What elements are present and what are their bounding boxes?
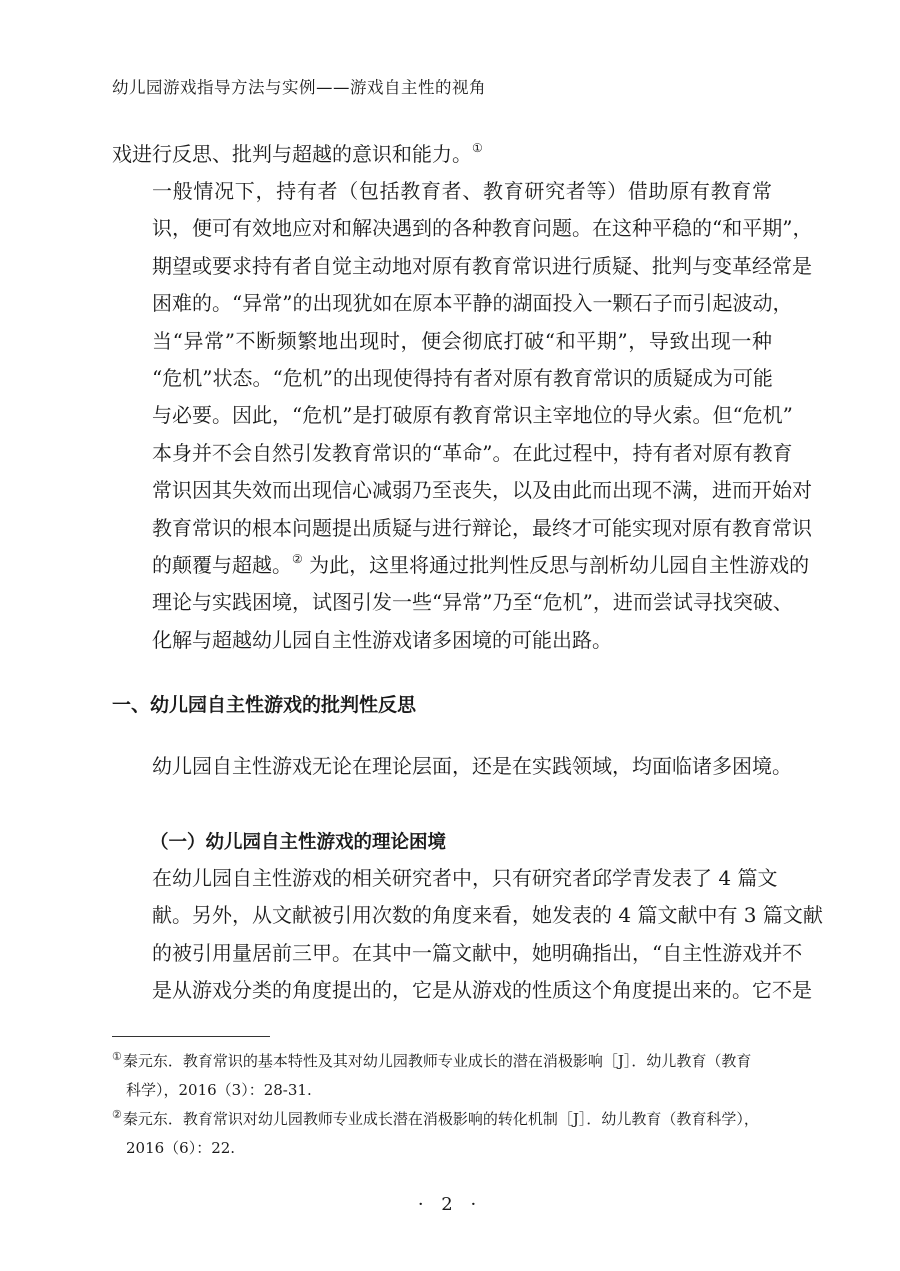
text-line: 理论与实践困境，试图引发一些“异常”乃至“危机”，进而尝试寻找突破、 [152,590,793,615]
text-line: 献。另外，从文献被引用次数的角度来看，她发表的 4 篇文献中有 3 篇文献 [152,903,823,928]
text-line: 与必要。因此，“危机”是打破原有教育常识主宰地位的导火索。但“危机” [152,403,793,428]
subsection-heading: （一）幼儿园自主性游戏的理论困境 [150,832,447,853]
text-line: 困难的。“异常”的出现犹如在原本平静的湖面投入一颗石子而引起波动， [152,291,793,316]
text-line: 期望或要求持有者自觉主动地对原有教育常识进行质疑、批判与变革经常是 [152,253,812,278]
footnote-mark: ① [112,1050,122,1063]
text-line: 常识因其失效而出现信心减弱乃至丧失，以及由此而出现不满，进而开始对 [152,478,812,503]
text-line: 幼儿园自主性游戏无论在理论层面，还是在实践领域，均面临诸多困境。 [152,754,792,778]
footnote-mark: ② [112,1108,122,1121]
text-line: 戏进行反思、批判与超越的意识和能力。① [112,141,483,166]
text-line: 本身并不会自然引发教育常识的“革命”。在此过程中，持有者对原有教育 [152,440,793,465]
footnote-1: ①秦元东．教育常识的基本特性及其对幼儿园教师专业成长的潜在消极影响［J］．幼儿教育（教育 科学），2016（3）：28-31. [112,1050,752,1099]
footnote-divider [112,1036,270,1037]
text-line: 是从游戏分类的角度提出的，它是从游戏的性质这个角度提出来的。它不是 [152,978,812,1003]
paragraph-common-sense [112,173,813,659]
footnote-ref[interactable]: ② [292,552,303,567]
paragraph-intro [112,748,792,785]
page-number: · 2 · [417,1194,483,1215]
text-line: 的颠覆与超越。② 为此，这里将通过批判性反思与剖析幼儿园自主性游戏的 [152,552,810,578]
text-line: 教育常识的根本问题提出质疑与进行辩论，最终才可能实现对原有教育常识 [152,515,812,540]
text-line: 化解与超越幼儿园自主性游戏诸多困境的可能出路。 [152,627,612,652]
text-line: 的被引用量居前三甲。在其中一篇文献中，她明确指出，“自主性游戏并不 [152,940,803,965]
section-heading: 一、幼儿园自主性游戏的批判性反思 [112,694,417,716]
footnote-2: ②秦元东．教育常识对幼儿园教师专业成长潜在消极影响的转化机制［J］．幼儿教育（教育科学）， 2016（6）：22. [112,1108,759,1157]
paragraph-continuation [112,136,772,173]
text-line: 在幼儿园自主性游戏的相关研究者中，只有研究者邱学青发表了 4 篇文 [152,866,778,890]
footnote-ref[interactable]: ① [472,141,483,155]
text-line: 当“异常”不断频繁地出现时，便会彻底打破“和平期”，导致出现一种 [152,328,772,353]
text-line: 一般情况下，持有者（包括教育者、教育研究者等）借助原有教育常 [152,179,772,203]
text-line: “危机”状态。“危机”的出现使得持有者对原有教育常识的质疑成为可能 [152,366,773,391]
paragraph-theory [112,860,823,1010]
running-header: 幼儿园游戏指导方法与实例——游戏自主性的视角 [112,78,486,97]
text-line: 识，便可有效地应对和解决遇到的各种教育问题。在这种平稳的“和平期”， [152,216,813,241]
